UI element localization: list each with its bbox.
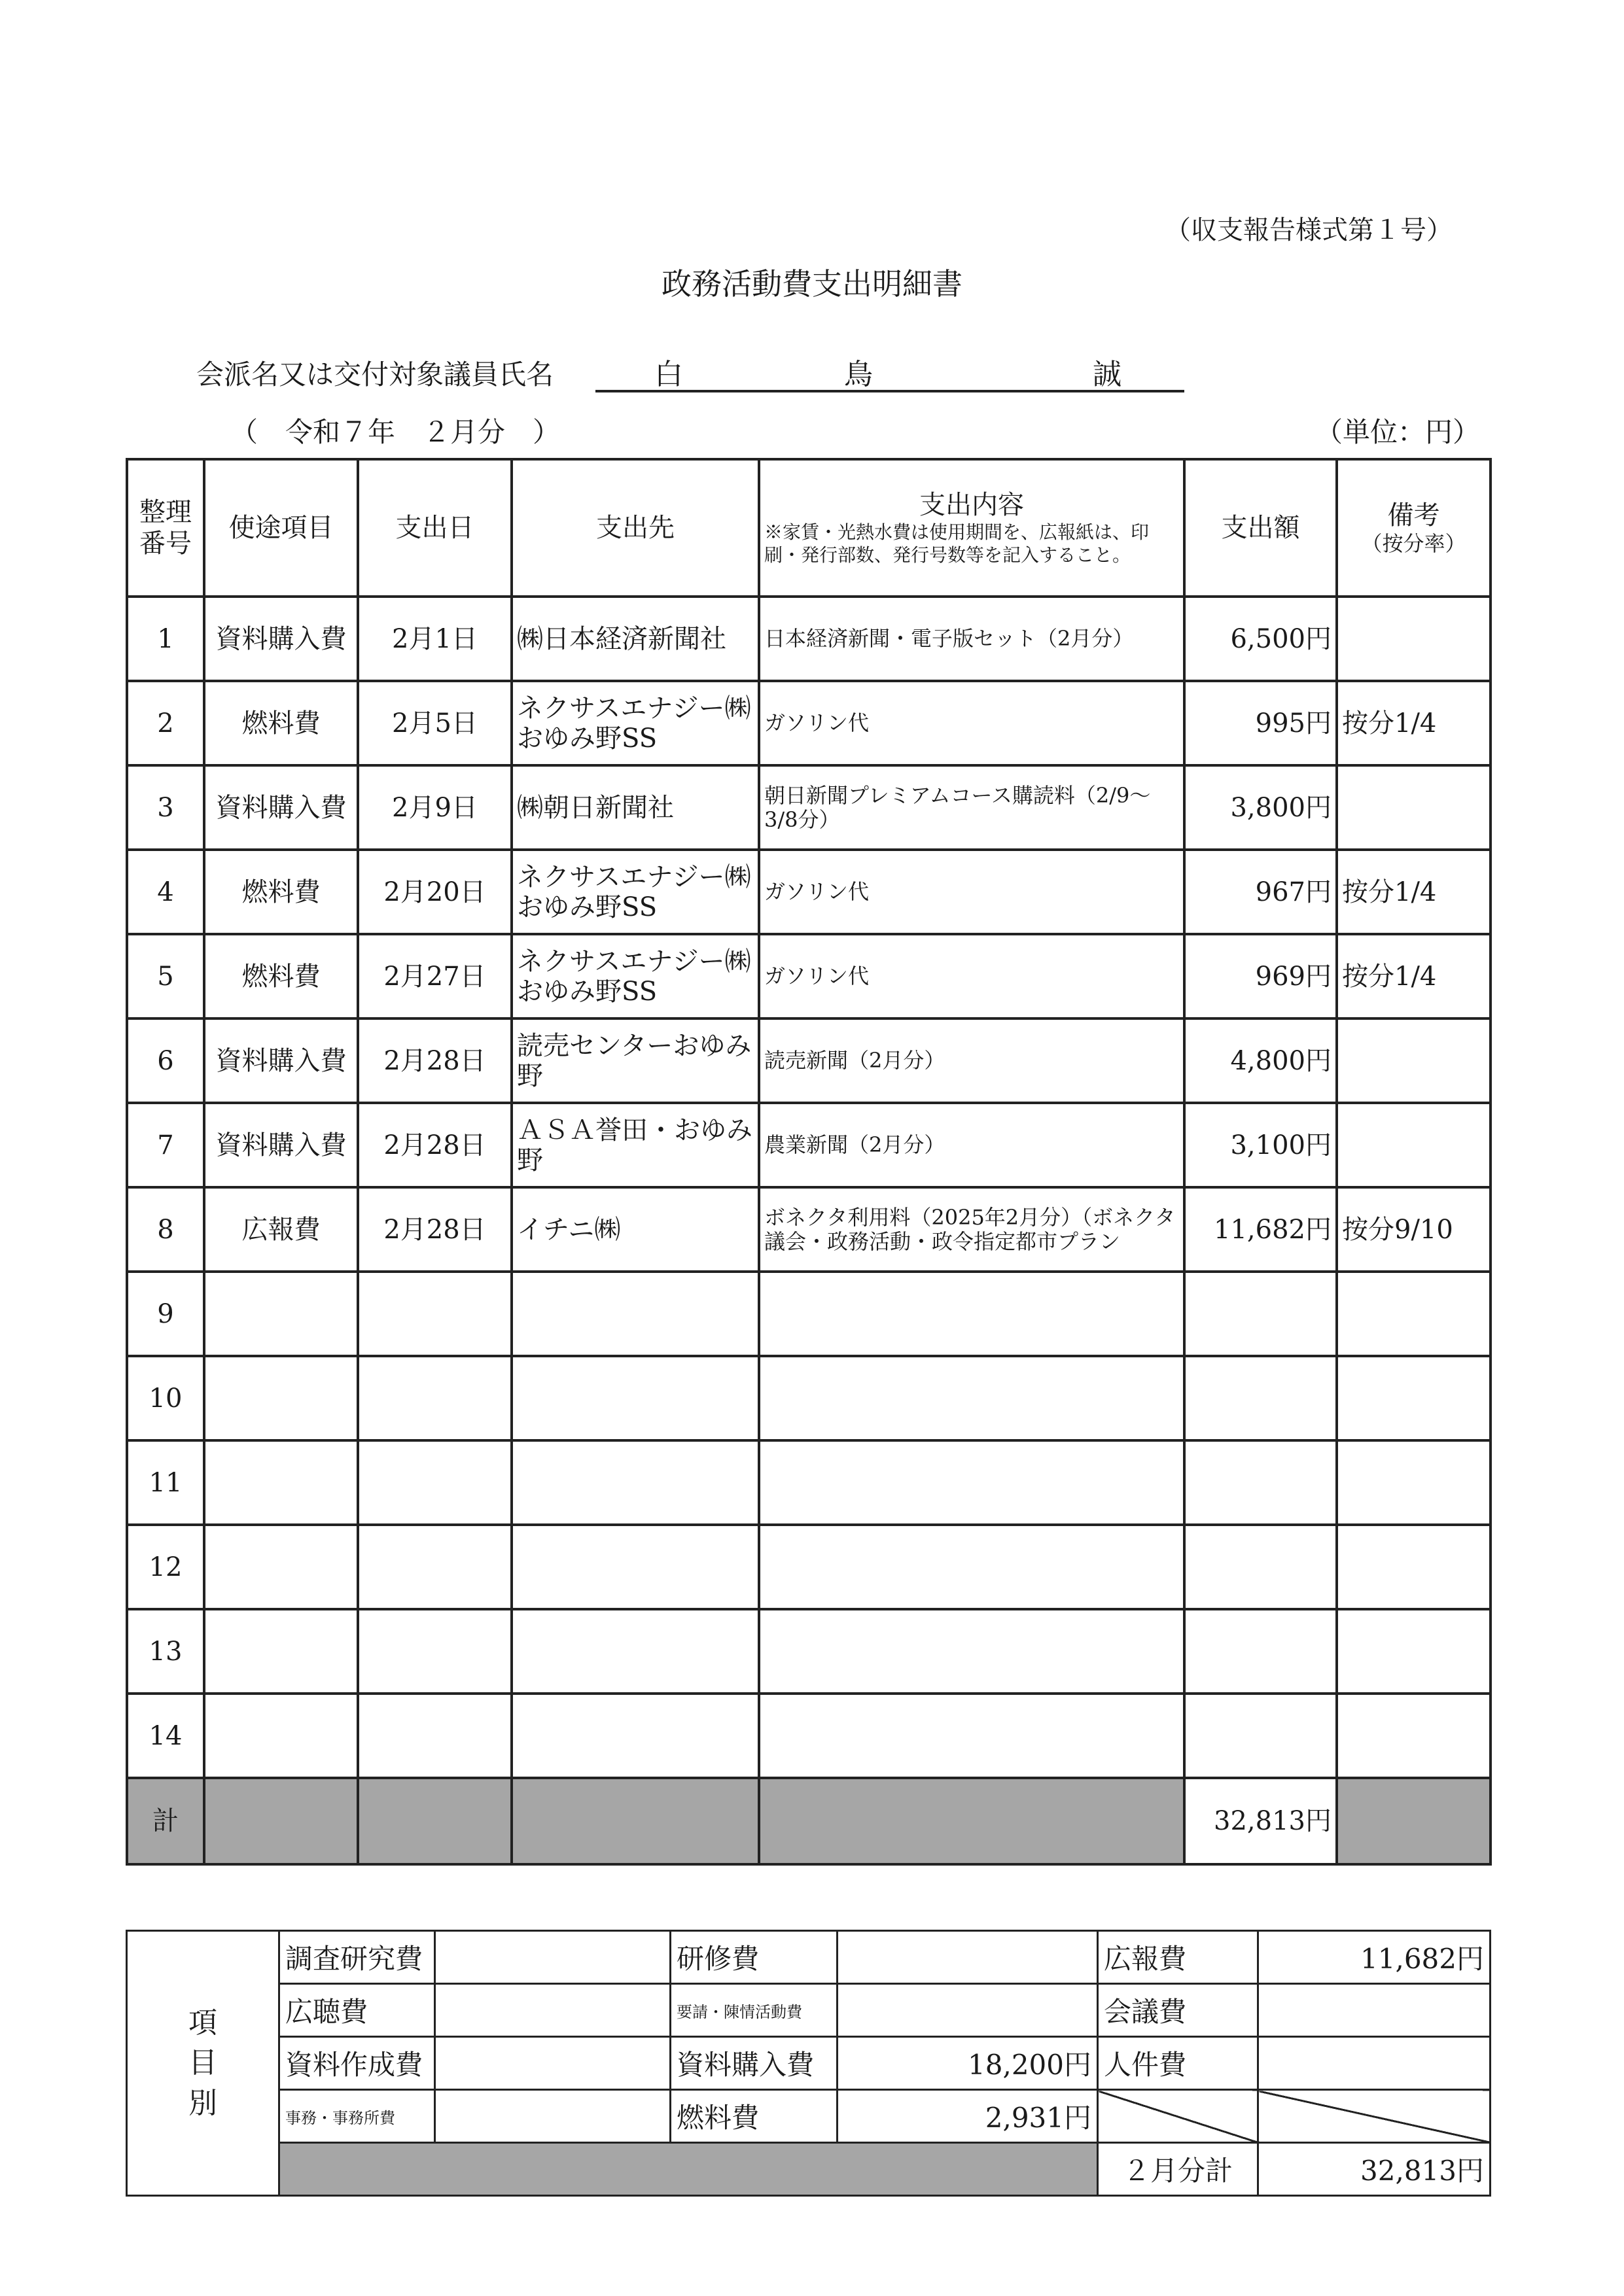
row-category: 燃料費 xyxy=(204,681,358,765)
summary-value xyxy=(435,1931,671,1984)
table-body xyxy=(127,597,1491,1778)
row-date xyxy=(358,1525,512,1609)
header-amount: 支出額 xyxy=(1184,459,1337,597)
row-date xyxy=(358,1609,512,1694)
row-category: 資料購入費 xyxy=(204,1018,358,1103)
row-remarks: 按分1/4 xyxy=(1337,850,1491,934)
table-row xyxy=(127,1440,1491,1525)
row-content: 日本経済新聞・電子版セット（2月分） xyxy=(759,597,1184,681)
total-blank xyxy=(1337,1778,1491,1864)
summary-label: 資料作成費 xyxy=(279,2037,435,2090)
summary-label: 人件費 xyxy=(1098,2037,1258,2090)
row-number: 12 xyxy=(127,1525,204,1609)
table-row xyxy=(127,850,1491,934)
summary-value xyxy=(1258,2037,1491,2090)
summary-label: 資料購入費 xyxy=(671,2037,838,2090)
row-content xyxy=(759,1609,1184,1694)
row-amount: 995円 xyxy=(1184,681,1337,765)
summary-label: 広報費 xyxy=(1098,1931,1258,1984)
summary-shaded-area xyxy=(279,2143,1098,2196)
row-number: 3 xyxy=(127,765,204,850)
row-category: 燃料費 xyxy=(204,934,358,1018)
summary-label: 要請・陳情活動費 xyxy=(671,1984,838,2037)
summary-diagonal-cell xyxy=(1098,2090,1258,2143)
row-remarks xyxy=(1337,1356,1491,1440)
header-category: 使途項目 xyxy=(204,459,358,597)
row-category: 資料購入費 xyxy=(204,765,358,850)
table-row xyxy=(127,1356,1491,1440)
row-category: 資料購入費 xyxy=(204,1103,358,1187)
row-payee: イチニ㈱ xyxy=(512,1187,759,1272)
total-blank xyxy=(358,1778,512,1864)
row-remarks xyxy=(1337,1018,1491,1103)
row-amount: 3,100円 xyxy=(1184,1103,1337,1187)
row-payee xyxy=(512,1694,759,1778)
row-number: 13 xyxy=(127,1609,204,1694)
row-payee xyxy=(512,1272,759,1356)
row-category: 燃料費 xyxy=(204,850,358,934)
total-blank xyxy=(204,1778,358,1864)
row-number: 6 xyxy=(127,1018,204,1103)
row-date: 2月28日 xyxy=(358,1018,512,1103)
row-content: ガソリン代 xyxy=(759,850,1184,934)
member-label: 会派名又は交付対象議員氏名 xyxy=(196,358,554,391)
row-number: 8 xyxy=(127,1187,204,1272)
row-number: 5 xyxy=(127,934,204,1018)
header-remarks-title: 備考 xyxy=(1387,500,1440,531)
row-remarks xyxy=(1337,1525,1491,1609)
summary-label: 広聴費 xyxy=(279,1984,435,2037)
row-date: 2月28日 xyxy=(358,1187,512,1272)
row-content xyxy=(759,1525,1184,1609)
row-date: 2月28日 xyxy=(358,1103,512,1187)
table-header-row xyxy=(127,459,1491,597)
table-row xyxy=(127,597,1491,681)
row-number: 9 xyxy=(127,1272,204,1356)
row-content: ガソリン代 xyxy=(759,681,1184,765)
total-blank xyxy=(512,1778,759,1864)
summary-value: 11,682円 xyxy=(1258,1931,1491,1984)
summary-value xyxy=(838,1931,1098,1984)
row-payee: ㈱日本経済新聞社 xyxy=(512,597,759,681)
table-row xyxy=(127,1272,1491,1356)
header-date: 支出日 xyxy=(358,459,512,597)
row-remarks: 按分9/10 xyxy=(1337,1187,1491,1272)
table-row xyxy=(127,1187,1491,1272)
row-content: 読売新聞（2月分） xyxy=(759,1018,1184,1103)
member-name-char: 鳥 xyxy=(844,358,873,391)
expenditure-table xyxy=(126,458,1492,1866)
row-content: ガソリン代 xyxy=(759,934,1184,1018)
row-amount xyxy=(1184,1440,1337,1525)
row-remarks xyxy=(1337,1440,1491,1525)
total-amount: 32,813円 xyxy=(1184,1778,1337,1864)
row-remarks xyxy=(1337,1272,1491,1356)
table-row xyxy=(127,681,1491,765)
table-row xyxy=(127,1694,1491,1778)
row-payee xyxy=(512,1356,759,1440)
row-category xyxy=(204,1609,358,1694)
form-number: （収支報告様式第１号） xyxy=(1165,215,1453,245)
header-content xyxy=(759,459,1184,597)
row-number: 10 xyxy=(127,1356,204,1440)
period: （ 令和７年 ２月分 ） xyxy=(230,416,561,448)
summary-value: 2,931円 xyxy=(838,2090,1098,2143)
row-category xyxy=(204,1440,358,1525)
row-date: 2月20日 xyxy=(358,850,512,934)
row-payee: ネクサスエナジー㈱おゆみ野SS xyxy=(512,934,759,1018)
row-date: 2月5日 xyxy=(358,681,512,765)
row-content xyxy=(759,1272,1184,1356)
table-row xyxy=(127,934,1491,1018)
month-total-value: 32,813円 xyxy=(1258,2143,1491,2196)
row-date: 2月1日 xyxy=(358,597,512,681)
total-label: 計 xyxy=(127,1778,204,1864)
row-payee: ㈱朝日新聞社 xyxy=(512,765,759,850)
summary-value xyxy=(435,1984,671,2037)
row-content: 農業新聞（2月分） xyxy=(759,1103,1184,1187)
row-payee: ネクサスエナジー㈱おゆみ野SS xyxy=(512,681,759,765)
month-total-label: ２月分計 xyxy=(1098,2143,1258,2196)
row-amount: 4,800円 xyxy=(1184,1018,1337,1103)
row-amount xyxy=(1184,1356,1337,1440)
row-content: ボネクタ利用料（2025年2月分）（ボネクタ議会・政務活動・政令指定都市プラン xyxy=(759,1187,1184,1272)
row-date xyxy=(358,1694,512,1778)
row-payee: 読売センターおゆみ野 xyxy=(512,1018,759,1103)
header-content-note: ※家賃・光熱水費は使用期間を、広報紙は、印刷・発行部数、発行号数等を記入すること。 xyxy=(764,521,1150,566)
row-date xyxy=(358,1440,512,1525)
row-remarks xyxy=(1337,1609,1491,1694)
row-category xyxy=(204,1694,358,1778)
summary-label: 事務・事務所費 xyxy=(279,2090,435,2143)
row-amount xyxy=(1184,1609,1337,1694)
row-remarks: 按分1/4 xyxy=(1337,681,1491,765)
row-date: 2月27日 xyxy=(358,934,512,1018)
row-remarks xyxy=(1337,1694,1491,1778)
summary-diagonal-cell xyxy=(1258,2090,1491,2143)
summary-label: 会議費 xyxy=(1098,1984,1258,2037)
row-date xyxy=(358,1272,512,1356)
row-content xyxy=(759,1356,1184,1440)
table-row xyxy=(127,765,1491,850)
category-summary-table xyxy=(126,1930,1491,2197)
row-date xyxy=(358,1356,512,1440)
row-category: 広報費 xyxy=(204,1187,358,1272)
header-remarks xyxy=(1337,459,1491,597)
table-row xyxy=(127,1609,1491,1694)
total-blank xyxy=(759,1778,1184,1864)
row-payee: ＡＳＡ誉田・おゆみ野 xyxy=(512,1103,759,1187)
row-amount: 967円 xyxy=(1184,850,1337,934)
row-remarks xyxy=(1337,1103,1491,1187)
member-name-char: 誠 xyxy=(1093,358,1121,391)
row-number: 1 xyxy=(127,597,204,681)
row-amount: 969円 xyxy=(1184,934,1337,1018)
row-content xyxy=(759,1440,1184,1525)
row-amount xyxy=(1184,1694,1337,1778)
table-row xyxy=(127,1525,1491,1609)
summary-value xyxy=(838,1984,1098,2037)
row-payee xyxy=(512,1440,759,1525)
row-category: 資料購入費 xyxy=(204,597,358,681)
header-payee: 支出先 xyxy=(512,459,759,597)
row-content xyxy=(759,1694,1184,1778)
row-remarks: 按分1/4 xyxy=(1337,934,1491,1018)
table-row xyxy=(127,1018,1491,1103)
row-payee xyxy=(512,1525,759,1609)
row-category xyxy=(204,1525,358,1609)
row-number: 2 xyxy=(127,681,204,765)
header-number: 整理番号 xyxy=(127,459,204,597)
row-number: 11 xyxy=(127,1440,204,1525)
row-number: 14 xyxy=(127,1694,204,1778)
header-content-title: 支出内容 xyxy=(919,490,1024,520)
row-number: 4 xyxy=(127,850,204,934)
row-payee: ネクサスエナジー㈱おゆみ野SS xyxy=(512,850,759,934)
summary-value xyxy=(435,2037,671,2090)
row-amount: 3,800円 xyxy=(1184,765,1337,850)
header-remarks-sub: （按分率） xyxy=(1361,531,1466,556)
row-amount: 6,500円 xyxy=(1184,597,1337,681)
row-date: 2月9日 xyxy=(358,765,512,850)
summary-label: 研修費 xyxy=(671,1931,838,1984)
row-category xyxy=(204,1356,358,1440)
row-payee xyxy=(512,1609,759,1694)
row-amount xyxy=(1184,1525,1337,1609)
summary-label: 燃料費 xyxy=(671,2090,838,2143)
summary-value xyxy=(1258,1984,1491,2037)
summary-side-label: 項目別 xyxy=(127,1931,279,2196)
row-amount xyxy=(1184,1272,1337,1356)
row-amount: 11,682円 xyxy=(1184,1187,1337,1272)
row-category xyxy=(204,1272,358,1356)
row-number: 7 xyxy=(127,1103,204,1187)
summary-value xyxy=(435,2090,671,2143)
member-name-char: 白 xyxy=(654,358,683,391)
summary-label: 調査研究費 xyxy=(279,1931,435,1984)
total-row xyxy=(127,1778,1491,1864)
summary-value: 18,200円 xyxy=(838,2037,1098,2090)
row-content: 朝日新聞プレミアムコース購読料（2/9～3/8分） xyxy=(759,765,1184,850)
unit-label: （単位：円） xyxy=(1315,416,1481,448)
row-remarks xyxy=(1337,597,1491,681)
row-remarks xyxy=(1337,765,1491,850)
table-row xyxy=(127,1103,1491,1187)
document-title: 政務活動費支出明細書 xyxy=(662,266,962,302)
